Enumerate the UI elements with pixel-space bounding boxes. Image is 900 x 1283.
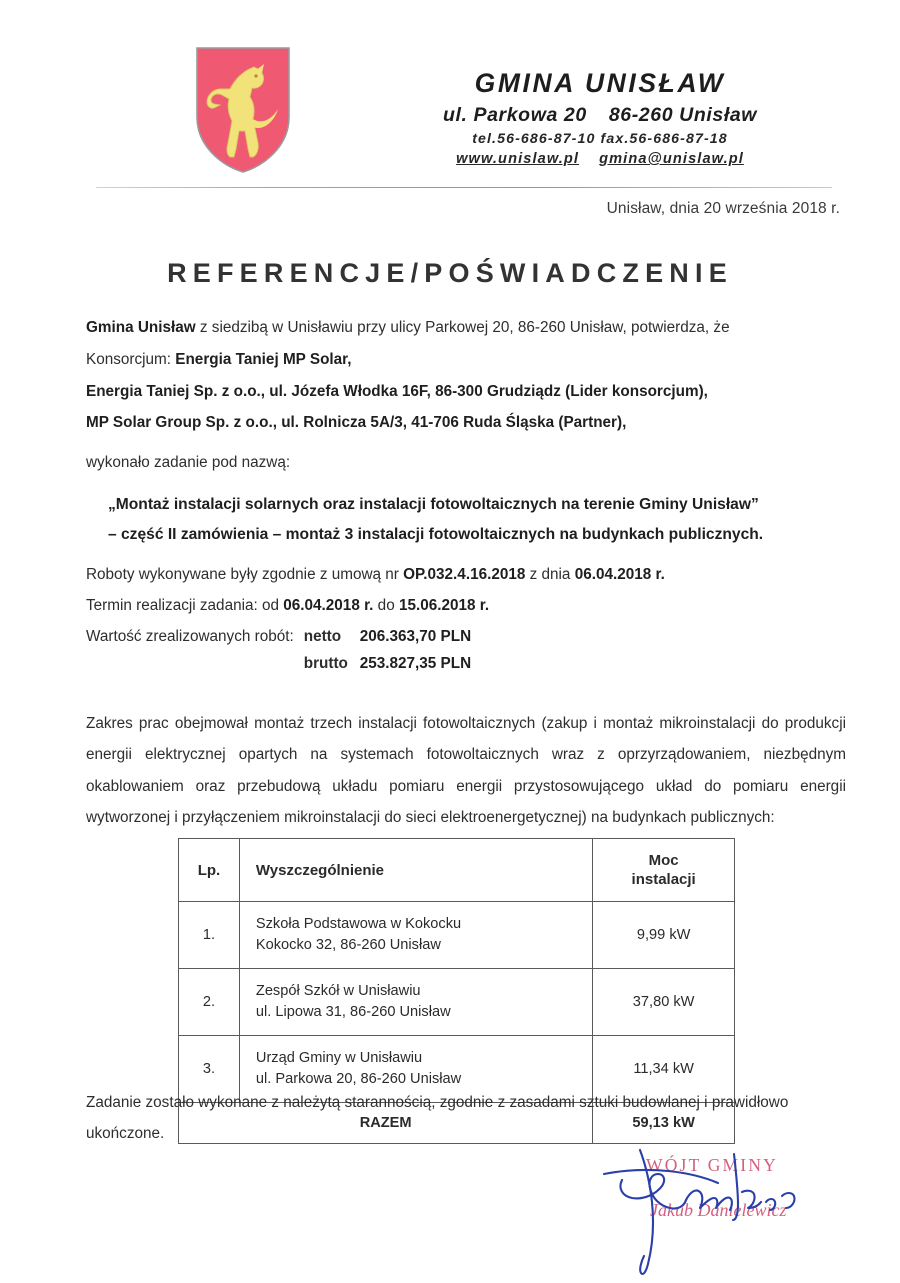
contract-pre: Roboty wykonywane były zgodnie z umową nr (86, 566, 404, 584)
term-from: 06.04.2018 r. (283, 596, 374, 614)
value-label: Wartość zrealizowanych robót: (86, 627, 294, 645)
netto-row (304, 628, 471, 646)
facility-name: Zespół Szkół w Unisławiu (255, 982, 421, 999)
telephone: tel.56-686-87-10 (472, 131, 596, 147)
table-body (179, 902, 735, 1103)
postal-city: 86-260 Unisław (608, 104, 758, 126)
column-header-description: Wyszczególnienie (239, 839, 592, 902)
column-header-power (593, 839, 735, 902)
street: ul. Parkowa 20 (442, 104, 587, 126)
letterhead-header (0, 40, 900, 185)
date-line: Unisław, dnia 20 września 2018 r. (606, 200, 840, 217)
row-description (239, 969, 592, 1036)
facility-address: Kokocko 32, 86-260 Unisław (255, 937, 441, 953)
document-body (86, 320, 846, 833)
fax: fax.56-686-87-18 (600, 131, 728, 147)
row-index: 2. (179, 969, 240, 1036)
facility-address: ul. Parkowa 20, 86-260 Unisław (255, 1071, 462, 1087)
contract-date: 06.04.2018 r. (574, 566, 665, 584)
intro-line-1-rest: z siedzibą w Unisławiu przy ulicy Parkowej 20, 86-260 Unisław, potwierdza, że (195, 319, 730, 336)
intro-line-2 (86, 352, 846, 367)
organization-block (330, 68, 870, 167)
value-row (86, 628, 846, 682)
value-amounts (304, 628, 471, 682)
municipality-name: Gmina Unisław (86, 319, 196, 336)
coat-of-arms-icon (192, 45, 294, 175)
closing-paragraph: Zadanie zostało wykonane z należytą starannością, zgodnie z zasadami sztuki budowlanej i prawidłowo ukończone. (86, 1094, 789, 1142)
row-power: 9,99 kW (593, 902, 735, 969)
organization-name: GMINA UNISŁAW (474, 68, 726, 98)
page-title: REFERENCJE/POŚWIADCZENIE (167, 258, 733, 288)
table-row (179, 902, 735, 969)
term-to: 15.06.2018 r. (398, 596, 490, 614)
row-index: 3. (179, 1036, 240, 1103)
task-name-line-1: „Montaż instalacji solarnych oraz instalacji fotowoltaicznych na terenie Gminy Unisław” (108, 495, 759, 513)
brutto-row (304, 655, 471, 673)
total-power: 59,13 kW (593, 1103, 735, 1144)
term-pre: Termin realizacji zadania: od (86, 596, 284, 614)
organization-web-email (330, 151, 870, 167)
netto-label: netto (303, 627, 342, 645)
facility-name: Urząd Gminy w Unisławiu (255, 1049, 423, 1066)
contract-line (86, 567, 846, 582)
brutto-value: 253.827,35 PLN (359, 654, 472, 672)
stamp-name: Jakub Danielewicz (650, 1200, 787, 1220)
task-name-line-2: – część II zamówienia – montaż 3 instalacji fotowoltaicznych na budynkach publicznych. (108, 526, 764, 544)
organization-address (330, 104, 870, 127)
consortium-partner: MP Solar Group Sp. z o.o., ul. Rolnicza 5A/3, 41-706 Ruda Śląska (Partner), (86, 414, 627, 432)
facility-address: ul. Lipowa 31, 86-260 Unisław (255, 1004, 451, 1020)
row-power: 11,34 kW (593, 1036, 735, 1103)
consortium-label: Konsorcjum: (86, 350, 176, 368)
power-header-line-1: Moc (648, 851, 679, 869)
table-head (179, 839, 735, 902)
stamp-title: WÓJT GMINY (646, 1155, 779, 1175)
term-mid: do (373, 596, 399, 614)
row-power: 37,80 kW (593, 969, 735, 1036)
row-index: 1. (179, 902, 240, 969)
consortium-name: Energia Taniej MP Solar, (175, 350, 352, 368)
column-header-lp: Lp. (179, 839, 240, 902)
power-header-line-2: instalacji (631, 871, 696, 888)
total-label: RAZEM (179, 1103, 593, 1144)
contract-details (86, 567, 846, 682)
netto-value: 206.363,70 PLN (359, 627, 472, 645)
table-header-row (179, 839, 735, 902)
email-link[interactable]: gmina@unislaw.pl (599, 151, 744, 167)
task-intro: wykonało zadanie pod nazwą: (86, 453, 291, 471)
scope-paragraph: Zakres prac obejmował montaż trzech instalacji fotowoltaicznych (zakup i montaż mikroinstalacji do produkcji energii elektrycznej opartych na systemach fotowoltaicznych wraz z oprzyrządowaniem, niezbędnym okablowaniem oraz przebudową układu pomiaru energii przystosowującego układ do pomiaru energii wytworzonej i przyłączeniem mikroinstalacji do sieci elektroenergetycznej) na budynkach publicznych: (86, 714, 846, 826)
website-link[interactable]: www.unislaw.pl (456, 151, 580, 167)
brutto-label: brutto (303, 654, 348, 672)
term-line (86, 598, 846, 613)
intro-line-1 (86, 320, 846, 335)
facility-name: Szkoła Podstawowa w Kokocku (255, 915, 462, 932)
signature-block (600, 1140, 890, 1280)
organization-phone-fax (330, 131, 870, 147)
table-row (179, 969, 735, 1036)
row-description (239, 902, 592, 969)
contract-number: OP.032.4.16.2018 (403, 566, 526, 584)
header-divider (96, 187, 832, 188)
task-name-block (86, 496, 846, 543)
consortium-leader: Energia Taniej Sp. z o.o., ul. Józefa Włodka 16F, 86-300 Grudziądz (Lider konsorcjum), (86, 382, 708, 400)
contract-mid: z dnia (525, 566, 575, 584)
